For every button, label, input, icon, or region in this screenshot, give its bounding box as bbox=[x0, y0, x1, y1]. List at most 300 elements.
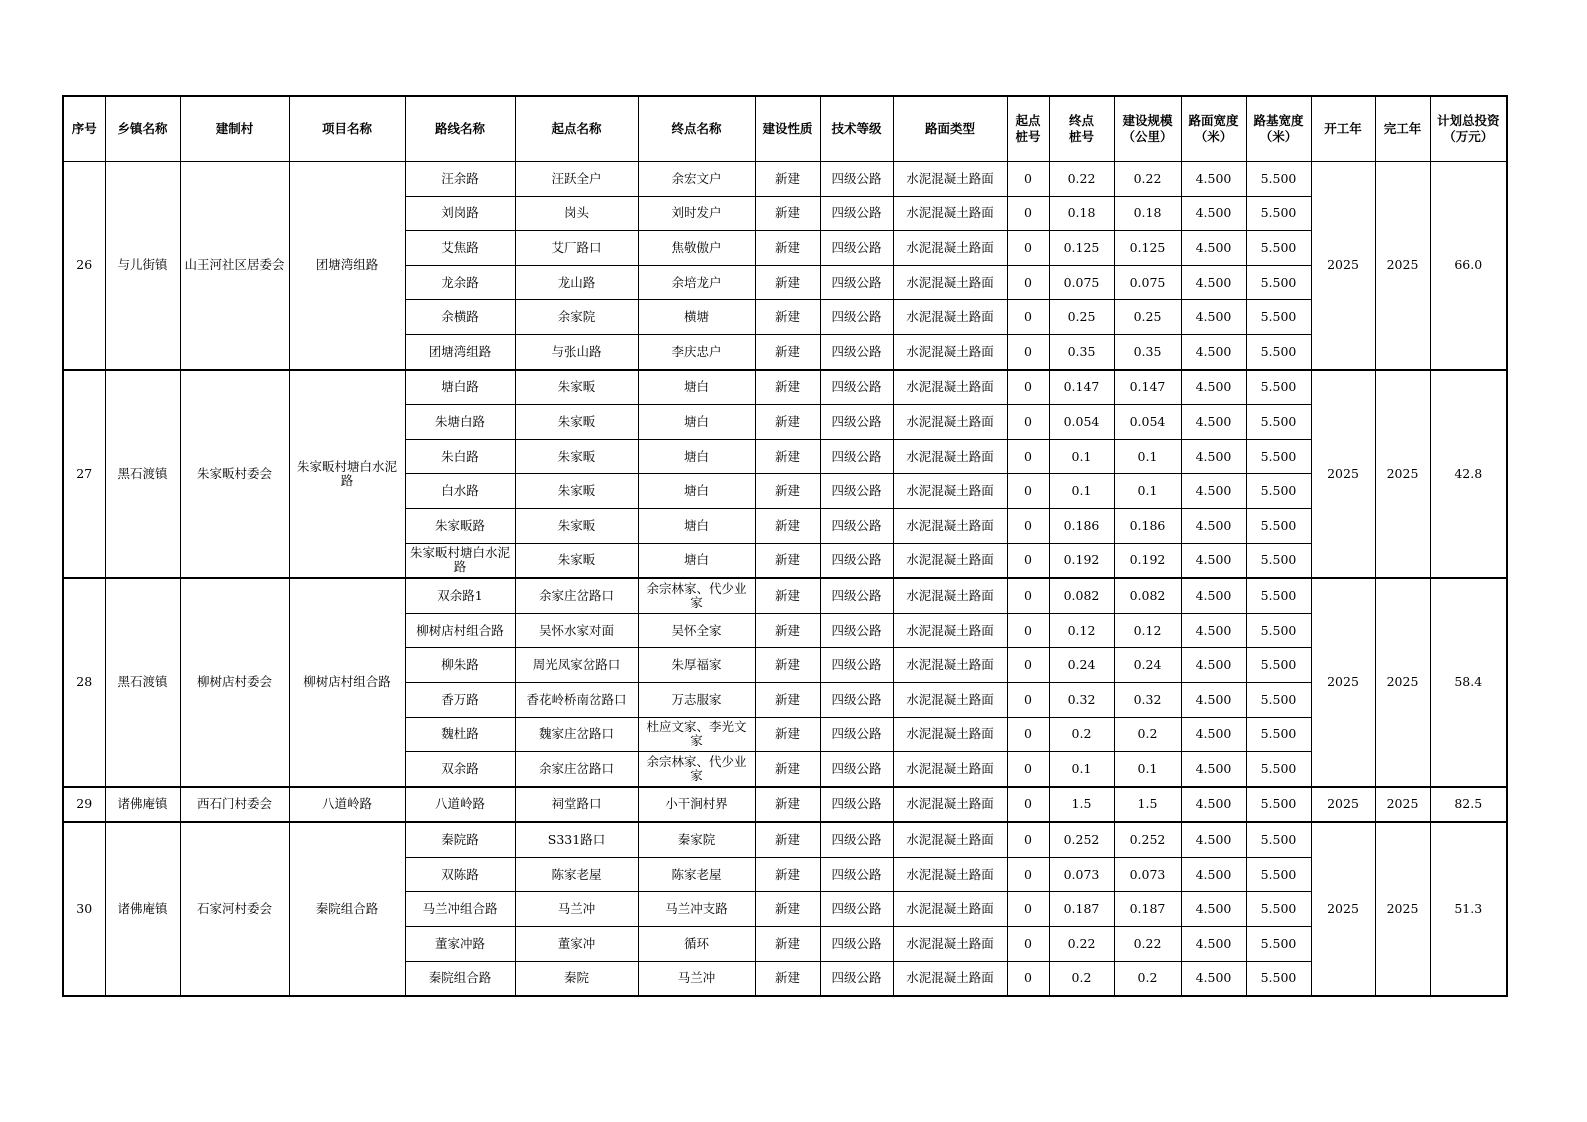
start-pile-cell: 0 bbox=[1007, 822, 1049, 857]
start-pile-cell: 0 bbox=[1007, 405, 1049, 440]
pavement-type-cell: 水泥混凝土路面 bbox=[893, 648, 1007, 683]
technical-grade-cell: 四级公路 bbox=[820, 300, 893, 335]
seq-cell: 30 bbox=[63, 822, 105, 996]
end-point-cell: 余宗林家、代少业家 bbox=[638, 752, 755, 787]
construction-nature-cell: 新建 bbox=[755, 578, 820, 613]
start-point-cell: 余家庄岔路口 bbox=[515, 578, 638, 613]
subgrade-width-cell: 5.500 bbox=[1246, 648, 1311, 683]
technical-grade-cell: 四级公路 bbox=[820, 543, 893, 578]
start-year-cell: 2025 bbox=[1311, 822, 1375, 996]
end-point-cell: 朱厚福家 bbox=[638, 648, 755, 683]
start-point-cell: 祠堂路口 bbox=[515, 787, 638, 823]
start-pile-cell: 0 bbox=[1007, 543, 1049, 578]
subgrade-width-cell: 5.500 bbox=[1246, 682, 1311, 717]
column-header: 建制村 bbox=[180, 96, 289, 162]
route-name-cell: 柳朱路 bbox=[405, 648, 515, 683]
technical-grade-cell: 四级公路 bbox=[820, 682, 893, 717]
start-point-cell: 岗头 bbox=[515, 196, 638, 231]
table-body bbox=[63, 162, 1507, 997]
pavement-type-cell: 水泥混凝土路面 bbox=[893, 857, 1007, 892]
pavement-width-cell: 4.500 bbox=[1181, 196, 1246, 231]
construction-scale-cell: 0.073 bbox=[1114, 857, 1181, 892]
investment-cell: 51.3 bbox=[1430, 822, 1507, 996]
start-pile-cell: 0 bbox=[1007, 474, 1049, 509]
technical-grade-cell: 四级公路 bbox=[820, 892, 893, 927]
pavement-width-cell: 4.500 bbox=[1181, 334, 1246, 369]
column-header: 建设性质 bbox=[755, 96, 820, 162]
start-point-cell: 周光凤家岔路口 bbox=[515, 648, 638, 683]
start-point-cell: 朱家畈 bbox=[515, 474, 638, 509]
end-pile-cell: 0.054 bbox=[1049, 405, 1114, 440]
column-header: 计划总投资 （万元） bbox=[1430, 96, 1507, 162]
project-name-cell: 朱家畈村塘白水泥路 bbox=[289, 370, 405, 579]
start-point-cell: 朱家畈 bbox=[515, 439, 638, 474]
end-point-cell: 小干涧村界 bbox=[638, 787, 755, 823]
start-year-cell: 2025 bbox=[1311, 787, 1375, 823]
end-point-cell: 塘白 bbox=[638, 370, 755, 405]
end-pile-cell: 0.1 bbox=[1049, 474, 1114, 509]
end-year-cell: 2025 bbox=[1375, 787, 1430, 823]
technical-grade-cell: 四级公路 bbox=[820, 752, 893, 787]
subgrade-width-cell: 5.500 bbox=[1246, 439, 1311, 474]
construction-nature-cell: 新建 bbox=[755, 405, 820, 440]
technical-grade-cell: 四级公路 bbox=[820, 787, 893, 823]
column-header: 项目名称 bbox=[289, 96, 405, 162]
pavement-width-cell: 4.500 bbox=[1181, 578, 1246, 613]
end-point-cell: 刘时发户 bbox=[638, 196, 755, 231]
route-name-cell: 龙余路 bbox=[405, 265, 515, 300]
start-point-cell: 余家院 bbox=[515, 300, 638, 335]
end-point-cell: 余培龙户 bbox=[638, 265, 755, 300]
subgrade-width-cell: 5.500 bbox=[1246, 196, 1311, 231]
pavement-width-cell: 4.500 bbox=[1181, 474, 1246, 509]
route-name-cell: 秦院组合路 bbox=[405, 961, 515, 996]
route-name-cell: 朱塘白路 bbox=[405, 405, 515, 440]
start-pile-cell: 0 bbox=[1007, 334, 1049, 369]
column-header: 乡镇名称 bbox=[105, 96, 180, 162]
subgrade-width-cell: 5.500 bbox=[1246, 822, 1311, 857]
subgrade-width-cell: 5.500 bbox=[1246, 613, 1311, 648]
construction-nature-cell: 新建 bbox=[755, 752, 820, 787]
town-cell: 诸佛庵镇 bbox=[105, 822, 180, 996]
construction-nature-cell: 新建 bbox=[755, 300, 820, 335]
technical-grade-cell: 四级公路 bbox=[820, 439, 893, 474]
construction-nature-cell: 新建 bbox=[755, 613, 820, 648]
end-pile-cell: 0.35 bbox=[1049, 334, 1114, 369]
start-point-cell: 董家冲 bbox=[515, 927, 638, 962]
end-point-cell: 李庆忠户 bbox=[638, 334, 755, 369]
start-point-cell: 汪跃全户 bbox=[515, 162, 638, 197]
route-name-cell: 团塘湾组路 bbox=[405, 334, 515, 369]
construction-scale-cell: 0.1 bbox=[1114, 439, 1181, 474]
investment-cell: 42.8 bbox=[1430, 370, 1507, 579]
construction-nature-cell: 新建 bbox=[755, 648, 820, 683]
construction-nature-cell: 新建 bbox=[755, 543, 820, 578]
column-header: 终点名称 bbox=[638, 96, 755, 162]
pavement-width-cell: 4.500 bbox=[1181, 892, 1246, 927]
start-point-cell: 马兰冲 bbox=[515, 892, 638, 927]
seq-cell: 29 bbox=[63, 787, 105, 823]
project-name-cell: 柳树店村组合路 bbox=[289, 578, 405, 787]
end-year-cell: 2025 bbox=[1375, 162, 1430, 370]
construction-nature-cell: 新建 bbox=[755, 892, 820, 927]
construction-nature-cell: 新建 bbox=[755, 508, 820, 543]
construction-scale-cell: 0.147 bbox=[1114, 370, 1181, 405]
pavement-type-cell: 水泥混凝土路面 bbox=[893, 196, 1007, 231]
start-pile-cell: 0 bbox=[1007, 162, 1049, 197]
end-pile-cell: 0.147 bbox=[1049, 370, 1114, 405]
start-year-cell: 2025 bbox=[1311, 370, 1375, 579]
end-point-cell: 杜应文家、李光文家 bbox=[638, 717, 755, 752]
start-point-cell: S331路口 bbox=[515, 822, 638, 857]
subgrade-width-cell: 5.500 bbox=[1246, 717, 1311, 752]
construction-scale-cell: 0.252 bbox=[1114, 822, 1181, 857]
start-pile-cell: 0 bbox=[1007, 300, 1049, 335]
column-header: 建设规模 （公里） bbox=[1114, 96, 1181, 162]
start-pile-cell: 0 bbox=[1007, 682, 1049, 717]
investment-cell: 66.0 bbox=[1430, 162, 1507, 370]
route-name-cell: 香万路 bbox=[405, 682, 515, 717]
technical-grade-cell: 四级公路 bbox=[820, 162, 893, 197]
end-point-cell: 秦家院 bbox=[638, 822, 755, 857]
end-pile-cell: 0.25 bbox=[1049, 300, 1114, 335]
route-name-cell: 八道岭路 bbox=[405, 787, 515, 823]
start-pile-cell: 0 bbox=[1007, 961, 1049, 996]
end-point-cell: 万志服家 bbox=[638, 682, 755, 717]
start-pile-cell: 0 bbox=[1007, 370, 1049, 405]
subgrade-width-cell: 5.500 bbox=[1246, 752, 1311, 787]
pavement-width-cell: 4.500 bbox=[1181, 717, 1246, 752]
project-name-cell: 八道岭路 bbox=[289, 787, 405, 823]
end-point-cell: 焦敬傲户 bbox=[638, 231, 755, 266]
technical-grade-cell: 四级公路 bbox=[820, 196, 893, 231]
start-point-cell: 朱家畈 bbox=[515, 543, 638, 578]
village-cell: 西石门村委会 bbox=[180, 787, 289, 823]
village-cell: 柳树店村委会 bbox=[180, 578, 289, 787]
end-point-cell: 吴怀全家 bbox=[638, 613, 755, 648]
technical-grade-cell: 四级公路 bbox=[820, 508, 893, 543]
start-pile-cell: 0 bbox=[1007, 578, 1049, 613]
construction-scale-cell: 0.22 bbox=[1114, 162, 1181, 197]
construction-nature-cell: 新建 bbox=[755, 231, 820, 266]
table-row bbox=[63, 822, 1507, 857]
start-point-cell: 陈家老屋 bbox=[515, 857, 638, 892]
start-point-cell: 魏家庄岔路口 bbox=[515, 717, 638, 752]
pavement-width-cell: 4.500 bbox=[1181, 961, 1246, 996]
seq-cell: 27 bbox=[63, 370, 105, 579]
pavement-width-cell: 4.500 bbox=[1181, 265, 1246, 300]
route-name-cell: 塘白路 bbox=[405, 370, 515, 405]
pavement-width-cell: 4.500 bbox=[1181, 857, 1246, 892]
subgrade-width-cell: 5.500 bbox=[1246, 300, 1311, 335]
construction-nature-cell: 新建 bbox=[755, 682, 820, 717]
town-cell: 黑石渡镇 bbox=[105, 370, 180, 579]
end-point-cell: 陈家老屋 bbox=[638, 857, 755, 892]
end-point-cell: 塘白 bbox=[638, 508, 755, 543]
end-pile-cell: 0.2 bbox=[1049, 717, 1114, 752]
town-cell: 诸佛庵镇 bbox=[105, 787, 180, 823]
end-pile-cell: 0.252 bbox=[1049, 822, 1114, 857]
pavement-type-cell: 水泥混凝土路面 bbox=[893, 717, 1007, 752]
subgrade-width-cell: 5.500 bbox=[1246, 405, 1311, 440]
subgrade-width-cell: 5.500 bbox=[1246, 543, 1311, 578]
technical-grade-cell: 四级公路 bbox=[820, 648, 893, 683]
end-point-cell: 塘白 bbox=[638, 474, 755, 509]
pavement-width-cell: 4.500 bbox=[1181, 682, 1246, 717]
construction-scale-cell: 0.25 bbox=[1114, 300, 1181, 335]
technical-grade-cell: 四级公路 bbox=[820, 717, 893, 752]
pavement-type-cell: 水泥混凝土路面 bbox=[893, 682, 1007, 717]
construction-nature-cell: 新建 bbox=[755, 370, 820, 405]
column-header: 完工年 bbox=[1375, 96, 1430, 162]
column-header: 起点名称 bbox=[515, 96, 638, 162]
construction-nature-cell: 新建 bbox=[755, 196, 820, 231]
pavement-width-cell: 4.500 bbox=[1181, 543, 1246, 578]
end-point-cell: 横塘 bbox=[638, 300, 755, 335]
start-pile-cell: 0 bbox=[1007, 892, 1049, 927]
pavement-width-cell: 4.500 bbox=[1181, 648, 1246, 683]
end-pile-cell: 0.24 bbox=[1049, 648, 1114, 683]
route-name-cell: 余横路 bbox=[405, 300, 515, 335]
technical-grade-cell: 四级公路 bbox=[820, 474, 893, 509]
end-pile-cell: 0.075 bbox=[1049, 265, 1114, 300]
column-header: 开工年 bbox=[1311, 96, 1375, 162]
technical-grade-cell: 四级公路 bbox=[820, 927, 893, 962]
header-row bbox=[63, 96, 1507, 162]
subgrade-width-cell: 5.500 bbox=[1246, 578, 1311, 613]
project-name-cell: 秦院组合路 bbox=[289, 822, 405, 996]
pavement-type-cell: 水泥混凝土路面 bbox=[893, 787, 1007, 823]
end-pile-cell: 0.22 bbox=[1049, 927, 1114, 962]
end-pile-cell: 0.22 bbox=[1049, 162, 1114, 197]
village-cell: 朱家畈村委会 bbox=[180, 370, 289, 579]
town-cell: 与儿街镇 bbox=[105, 162, 180, 370]
end-pile-cell: 0.1 bbox=[1049, 752, 1114, 787]
route-name-cell: 朱白路 bbox=[405, 439, 515, 474]
construction-scale-cell: 0.187 bbox=[1114, 892, 1181, 927]
column-header: 路面类型 bbox=[893, 96, 1007, 162]
technical-grade-cell: 四级公路 bbox=[820, 961, 893, 996]
pavement-width-cell: 4.500 bbox=[1181, 370, 1246, 405]
village-cell: 石家河村委会 bbox=[180, 822, 289, 996]
end-pile-cell: 0.073 bbox=[1049, 857, 1114, 892]
end-pile-cell: 0.192 bbox=[1049, 543, 1114, 578]
investment-cell: 82.5 bbox=[1430, 787, 1507, 823]
construction-nature-cell: 新建 bbox=[755, 439, 820, 474]
pavement-type-cell: 水泥混凝土路面 bbox=[893, 822, 1007, 857]
route-name-cell: 双余路1 bbox=[405, 578, 515, 613]
construction-scale-cell: 0.12 bbox=[1114, 613, 1181, 648]
end-pile-cell: 0.18 bbox=[1049, 196, 1114, 231]
column-header: 起点 桩号 bbox=[1007, 96, 1049, 162]
construction-scale-cell: 0.35 bbox=[1114, 334, 1181, 369]
end-point-cell: 循环 bbox=[638, 927, 755, 962]
start-point-cell: 秦院 bbox=[515, 961, 638, 996]
start-pile-cell: 0 bbox=[1007, 231, 1049, 266]
end-point-cell: 余宏文户 bbox=[638, 162, 755, 197]
construction-scale-cell: 0.125 bbox=[1114, 231, 1181, 266]
end-point-cell: 余宗林家、代少业家 bbox=[638, 578, 755, 613]
start-point-cell: 吴怀水家对面 bbox=[515, 613, 638, 648]
pavement-type-cell: 水泥混凝土路面 bbox=[893, 961, 1007, 996]
table-row bbox=[63, 787, 1507, 823]
pavement-type-cell: 水泥混凝土路面 bbox=[893, 613, 1007, 648]
road-project-table bbox=[62, 95, 1508, 997]
route-name-cell: 汪余路 bbox=[405, 162, 515, 197]
pavement-width-cell: 4.500 bbox=[1181, 822, 1246, 857]
route-name-cell: 朱家畈村塘白水泥路 bbox=[405, 543, 515, 578]
pavement-width-cell: 4.500 bbox=[1181, 300, 1246, 335]
pavement-type-cell: 水泥混凝土路面 bbox=[893, 543, 1007, 578]
pavement-width-cell: 4.500 bbox=[1181, 439, 1246, 474]
pavement-type-cell: 水泥混凝土路面 bbox=[893, 927, 1007, 962]
column-header: 路线名称 bbox=[405, 96, 515, 162]
pavement-type-cell: 水泥混凝土路面 bbox=[893, 508, 1007, 543]
start-point-cell: 朱家畈 bbox=[515, 405, 638, 440]
seq-cell: 28 bbox=[63, 578, 105, 787]
start-point-cell: 余家庄岔路口 bbox=[515, 752, 638, 787]
subgrade-width-cell: 5.500 bbox=[1246, 474, 1311, 509]
route-name-cell: 柳树店村组合路 bbox=[405, 613, 515, 648]
start-pile-cell: 0 bbox=[1007, 439, 1049, 474]
construction-nature-cell: 新建 bbox=[755, 927, 820, 962]
subgrade-width-cell: 5.500 bbox=[1246, 334, 1311, 369]
route-name-cell: 马兰冲组合路 bbox=[405, 892, 515, 927]
town-cell: 黑石渡镇 bbox=[105, 578, 180, 787]
end-year-cell: 2025 bbox=[1375, 822, 1430, 996]
technical-grade-cell: 四级公路 bbox=[820, 613, 893, 648]
subgrade-width-cell: 5.500 bbox=[1246, 231, 1311, 266]
construction-nature-cell: 新建 bbox=[755, 857, 820, 892]
pavement-width-cell: 4.500 bbox=[1181, 927, 1246, 962]
subgrade-width-cell: 5.500 bbox=[1246, 508, 1311, 543]
construction-scale-cell: 0.054 bbox=[1114, 405, 1181, 440]
construction-nature-cell: 新建 bbox=[755, 961, 820, 996]
technical-grade-cell: 四级公路 bbox=[820, 822, 893, 857]
technical-grade-cell: 四级公路 bbox=[820, 578, 893, 613]
construction-nature-cell: 新建 bbox=[755, 822, 820, 857]
construction-nature-cell: 新建 bbox=[755, 334, 820, 369]
pavement-type-cell: 水泥混凝土路面 bbox=[893, 578, 1007, 613]
pavement-type-cell: 水泥混凝土路面 bbox=[893, 265, 1007, 300]
subgrade-width-cell: 5.500 bbox=[1246, 265, 1311, 300]
start-point-cell: 龙山路 bbox=[515, 265, 638, 300]
start-year-cell: 2025 bbox=[1311, 162, 1375, 370]
start-pile-cell: 0 bbox=[1007, 613, 1049, 648]
route-name-cell: 秦院路 bbox=[405, 822, 515, 857]
construction-scale-cell: 0.1 bbox=[1114, 474, 1181, 509]
technical-grade-cell: 四级公路 bbox=[820, 231, 893, 266]
construction-scale-cell: 0.075 bbox=[1114, 265, 1181, 300]
subgrade-width-cell: 5.500 bbox=[1246, 892, 1311, 927]
end-pile-cell: 0.2 bbox=[1049, 961, 1114, 996]
pavement-width-cell: 4.500 bbox=[1181, 231, 1246, 266]
column-header: 技术等级 bbox=[820, 96, 893, 162]
pavement-width-cell: 4.500 bbox=[1181, 405, 1246, 440]
construction-scale-cell: 0.32 bbox=[1114, 682, 1181, 717]
construction-scale-cell: 0.1 bbox=[1114, 752, 1181, 787]
start-pile-cell: 0 bbox=[1007, 265, 1049, 300]
pavement-type-cell: 水泥混凝土路面 bbox=[893, 231, 1007, 266]
construction-nature-cell: 新建 bbox=[755, 474, 820, 509]
pavement-width-cell: 4.500 bbox=[1181, 508, 1246, 543]
route-name-cell: 双陈路 bbox=[405, 857, 515, 892]
subgrade-width-cell: 5.500 bbox=[1246, 162, 1311, 197]
start-pile-cell: 0 bbox=[1007, 787, 1049, 823]
end-pile-cell: 0.082 bbox=[1049, 578, 1114, 613]
end-pile-cell: 0.186 bbox=[1049, 508, 1114, 543]
end-point-cell: 马兰冲 bbox=[638, 961, 755, 996]
construction-scale-cell: 0.082 bbox=[1114, 578, 1181, 613]
construction-scale-cell: 0.24 bbox=[1114, 648, 1181, 683]
end-point-cell: 塘白 bbox=[638, 405, 755, 440]
village-cell: 山王河社区居委会 bbox=[180, 162, 289, 370]
start-pile-cell: 0 bbox=[1007, 508, 1049, 543]
route-name-cell: 艾焦路 bbox=[405, 231, 515, 266]
start-pile-cell: 0 bbox=[1007, 927, 1049, 962]
end-year-cell: 2025 bbox=[1375, 578, 1430, 787]
subgrade-width-cell: 5.500 bbox=[1246, 857, 1311, 892]
pavement-type-cell: 水泥混凝土路面 bbox=[893, 162, 1007, 197]
start-pile-cell: 0 bbox=[1007, 857, 1049, 892]
end-pile-cell: 1.5 bbox=[1049, 787, 1114, 823]
route-name-cell: 白水路 bbox=[405, 474, 515, 509]
column-header: 路基宽度 （米） bbox=[1246, 96, 1311, 162]
construction-scale-cell: 0.2 bbox=[1114, 961, 1181, 996]
subgrade-width-cell: 5.500 bbox=[1246, 370, 1311, 405]
end-year-cell: 2025 bbox=[1375, 370, 1430, 579]
route-name-cell: 魏杜路 bbox=[405, 717, 515, 752]
pavement-type-cell: 水泥混凝土路面 bbox=[893, 334, 1007, 369]
pavement-width-cell: 4.500 bbox=[1181, 613, 1246, 648]
pavement-type-cell: 水泥混凝土路面 bbox=[893, 474, 1007, 509]
technical-grade-cell: 四级公路 bbox=[820, 370, 893, 405]
start-pile-cell: 0 bbox=[1007, 648, 1049, 683]
column-header: 终点 桩号 bbox=[1049, 96, 1114, 162]
seq-cell: 26 bbox=[63, 162, 105, 370]
start-point-cell: 艾厂路口 bbox=[515, 231, 638, 266]
pavement-width-cell: 4.500 bbox=[1181, 162, 1246, 197]
pavement-type-cell: 水泥混凝土路面 bbox=[893, 300, 1007, 335]
start-pile-cell: 0 bbox=[1007, 752, 1049, 787]
start-point-cell: 香花岭桥南岔路口 bbox=[515, 682, 638, 717]
table-row bbox=[63, 578, 1507, 613]
route-name-cell: 双余路 bbox=[405, 752, 515, 787]
construction-nature-cell: 新建 bbox=[755, 162, 820, 197]
subgrade-width-cell: 5.500 bbox=[1246, 927, 1311, 962]
pavement-type-cell: 水泥混凝土路面 bbox=[893, 405, 1007, 440]
end-pile-cell: 0.32 bbox=[1049, 682, 1114, 717]
construction-scale-cell: 0.186 bbox=[1114, 508, 1181, 543]
end-point-cell: 马兰冲支路 bbox=[638, 892, 755, 927]
technical-grade-cell: 四级公路 bbox=[820, 405, 893, 440]
pavement-type-cell: 水泥混凝土路面 bbox=[893, 370, 1007, 405]
start-pile-cell: 0 bbox=[1007, 717, 1049, 752]
technical-grade-cell: 四级公路 bbox=[820, 334, 893, 369]
start-point-cell: 与张山路 bbox=[515, 334, 638, 369]
start-point-cell: 朱家畈 bbox=[515, 370, 638, 405]
route-name-cell: 刘岗路 bbox=[405, 196, 515, 231]
technical-grade-cell: 四级公路 bbox=[820, 265, 893, 300]
column-header: 序号 bbox=[63, 96, 105, 162]
construction-nature-cell: 新建 bbox=[755, 717, 820, 752]
subgrade-width-cell: 5.500 bbox=[1246, 787, 1311, 823]
route-name-cell: 朱家畈路 bbox=[405, 508, 515, 543]
pavement-type-cell: 水泥混凝土路面 bbox=[893, 752, 1007, 787]
construction-scale-cell: 0.192 bbox=[1114, 543, 1181, 578]
investment-cell: 58.4 bbox=[1430, 578, 1507, 787]
end-point-cell: 塘白 bbox=[638, 439, 755, 474]
